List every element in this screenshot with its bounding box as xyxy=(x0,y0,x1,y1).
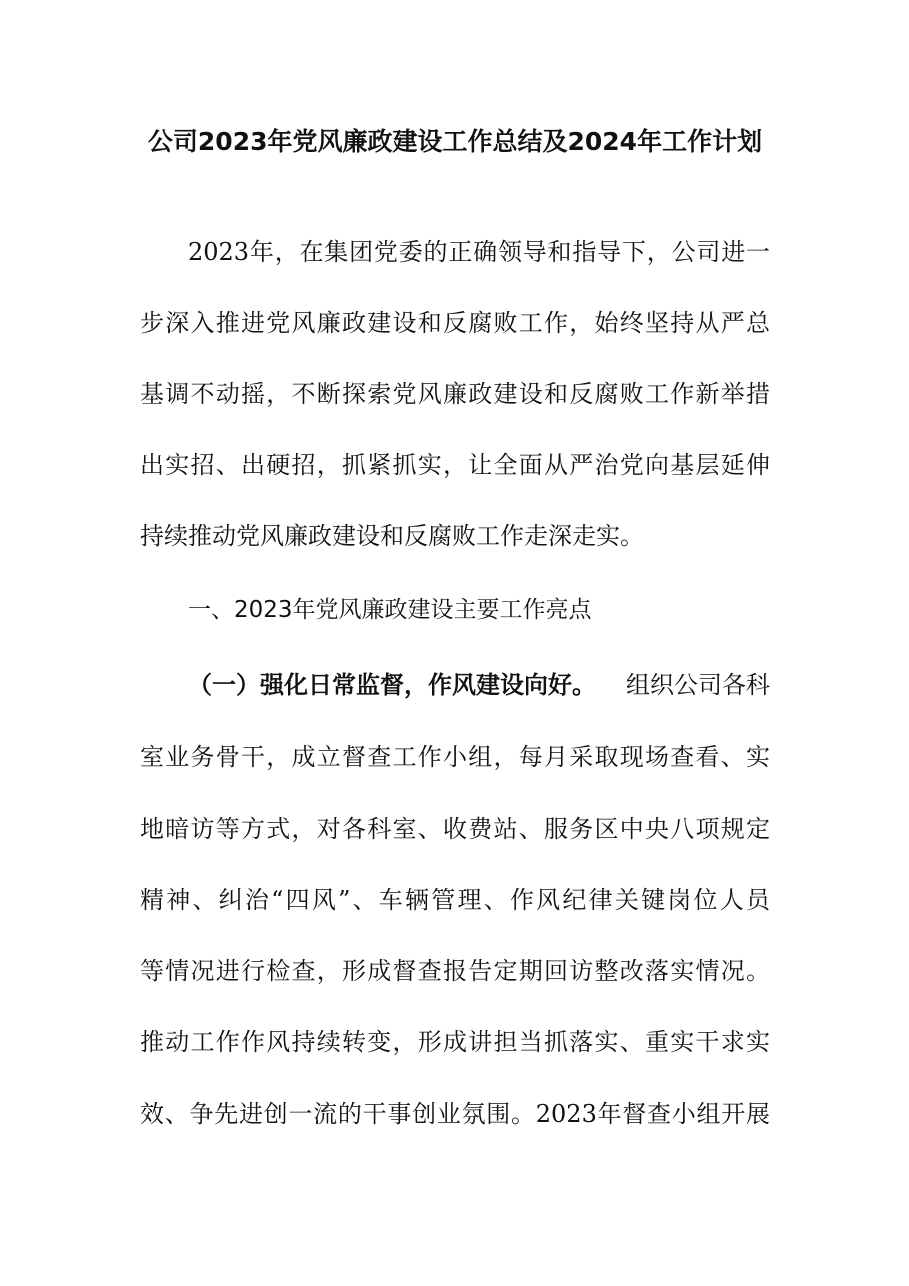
paragraph-1-line-1: 2023年，在集团党委的正确领导和指导下，公司进一 xyxy=(188,238,770,266)
paragraph-2-line-7: 效、争先进创一流的干事创业氛围。2023年督查小组开展 xyxy=(140,1100,770,1128)
section-1-heading: 一、2023年党风廉政建设主要工作亮点 xyxy=(188,597,592,623)
paragraph-2-line-5: 等情况进行检查，形成督查报告定期回访整改落实情况。 xyxy=(140,957,770,985)
paragraph-2-line-6: 推动工作作风持续转变，形成讲担当抓落实、重实干求实 xyxy=(140,1028,770,1056)
paragraph-2-line-4: 精神、纠治“四风”、车辆管理、作风纪律关键岗位人员 xyxy=(140,886,770,914)
paragraph-1-line-2: 步深入推进党风廉政建设和反腐败工作，始终坚持从严总 xyxy=(140,309,770,337)
document-title: 公司2023年党风廉政建设工作总结及2024年工作计划 xyxy=(147,127,763,156)
paragraph-1-line-4: 出实招、出硬招，抓紧抓实，让全面从严治党向基层延伸 xyxy=(140,451,770,479)
paragraph-2-line-1-text: 组织公司各科 xyxy=(626,671,770,699)
subsection-1-heading: （一）强化日常监督，作风建设向好。 xyxy=(188,670,596,699)
paragraph-2-line-2: 室业务骨干，成立督查工作小组，每月采取现场查看、实 xyxy=(140,743,770,771)
paragraph-2-line-1 xyxy=(188,669,770,701)
paragraph-1-line-3: 基调不动摇，不断探索党风廉政建设和反腐败工作新举措 xyxy=(140,380,770,408)
paragraph-1-line-5: 持续推动党风廉政建设和反腐败工作走深走实。 xyxy=(140,522,644,550)
paragraph-2-line-3: 地暗访等方式，对各科室、收费站、服务区中央八项规定 xyxy=(140,815,770,843)
